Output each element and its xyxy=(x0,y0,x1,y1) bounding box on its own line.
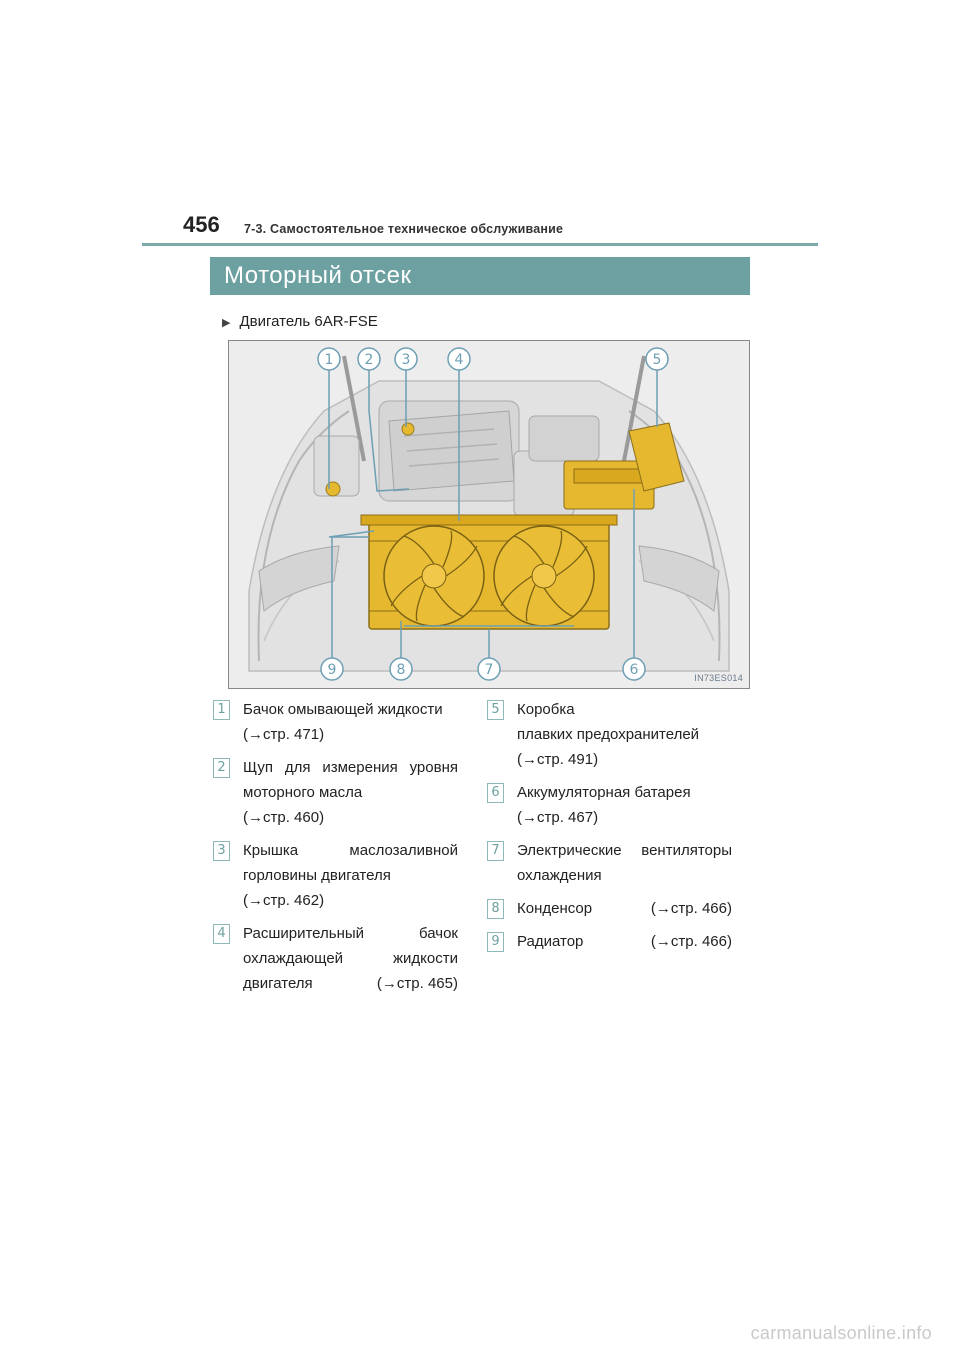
legend-text: Крышка маслозаливной xyxy=(243,842,458,859)
page-reference: (→стр. 466) xyxy=(650,900,732,917)
legend-text-row xyxy=(517,929,732,954)
page-reference: (→стр. 462) xyxy=(243,892,325,909)
legend-item xyxy=(487,838,732,888)
svg-text:5: 5 xyxy=(652,352,662,368)
page-reference: (→стр. 465) xyxy=(376,975,458,992)
callout-2 xyxy=(358,348,380,370)
page-reference: (→стр. 460) xyxy=(243,809,325,826)
svg-text:6: 6 xyxy=(629,662,639,678)
engine-label xyxy=(222,313,378,330)
engine-label-text: Двигатель 6AR-FSE xyxy=(239,313,378,330)
legend-right xyxy=(487,697,732,962)
svg-text:4: 4 xyxy=(454,352,464,368)
callout-4 xyxy=(448,348,470,370)
legend-text: горловины двигателя xyxy=(243,867,391,884)
legend-number-badge: 4 xyxy=(213,924,230,944)
svg-text:1: 1 xyxy=(324,352,334,368)
legend-text: Аккумуляторная батарея xyxy=(517,784,691,801)
section-title: 7-3. Самостоятельное техническое обслуживание xyxy=(244,222,564,236)
triangle-marker-icon: ▶ xyxy=(222,317,231,329)
page-reference: (→стр. 467) xyxy=(517,809,599,826)
svg-text:2: 2 xyxy=(364,352,374,368)
legend-number-badge: 7 xyxy=(487,841,504,861)
callout-7 xyxy=(478,658,500,680)
legend-text: Электрические вентиляторы xyxy=(517,842,732,859)
legend-item xyxy=(487,697,732,772)
header-rule xyxy=(142,243,818,246)
legend-number-badge: 5 xyxy=(487,700,504,720)
legend-text: Коробка xyxy=(517,701,575,718)
callout-3 xyxy=(395,348,417,370)
page-heading: Моторный отсек xyxy=(224,262,412,289)
legend-text: Щуп для измерения уровня xyxy=(243,759,458,776)
title-band xyxy=(210,257,750,295)
legend-text: Радиатор xyxy=(517,933,584,950)
legend-text: моторного масла xyxy=(243,784,363,801)
legend-number-badge: 2 xyxy=(213,758,230,778)
legend-text: плавких предохранителей xyxy=(517,726,700,743)
legend-number-badge: 3 xyxy=(213,841,230,861)
legend-item xyxy=(487,780,732,830)
engine-bay-diagram xyxy=(228,340,750,689)
callout-8 xyxy=(390,658,412,680)
svg-text:7: 7 xyxy=(484,662,494,678)
legend-text: Бачок омывающей жидкости xyxy=(243,701,443,718)
page-reference: (→стр. 466) xyxy=(650,933,732,950)
page-reference: (→стр. 471) xyxy=(243,726,325,743)
legend-item xyxy=(213,755,458,830)
legend-text: Конденсор xyxy=(517,900,593,917)
page-reference: (→стр. 491) xyxy=(517,751,599,768)
legend-item xyxy=(213,838,458,913)
svg-text:8: 8 xyxy=(396,662,406,678)
engine-bay-illustration xyxy=(229,341,749,688)
svg-text:9: 9 xyxy=(327,662,337,678)
legend-number-badge: 8 xyxy=(487,899,504,919)
legend-text: Расширительный бачок xyxy=(243,925,458,942)
legend-left xyxy=(213,697,458,1004)
legend-number-badge: 1 xyxy=(213,700,230,720)
watermark: carmanualsonline.info xyxy=(750,1323,932,1343)
legend-text: двигателя xyxy=(243,975,313,992)
legend-text: охлаждающей жидкости xyxy=(243,950,458,967)
callout-5 xyxy=(646,348,668,370)
callout-9 xyxy=(321,658,343,680)
legend-text: охлаждения xyxy=(517,867,602,884)
legend-item xyxy=(487,896,732,921)
image-code: IN73ES014 xyxy=(694,673,743,683)
page-number: 456 xyxy=(183,212,220,237)
legend-item xyxy=(487,929,732,954)
svg-text:3: 3 xyxy=(401,352,411,368)
legend-item xyxy=(213,697,458,747)
legend-item xyxy=(213,921,458,996)
callout-1 xyxy=(318,348,340,370)
legend-text-row xyxy=(243,971,458,996)
page-header xyxy=(0,0,960,250)
legend-number-badge: 6 xyxy=(487,783,504,803)
legend-text-row xyxy=(517,896,732,921)
legend-number-badge: 9 xyxy=(487,932,504,952)
callout-6 xyxy=(623,658,645,680)
